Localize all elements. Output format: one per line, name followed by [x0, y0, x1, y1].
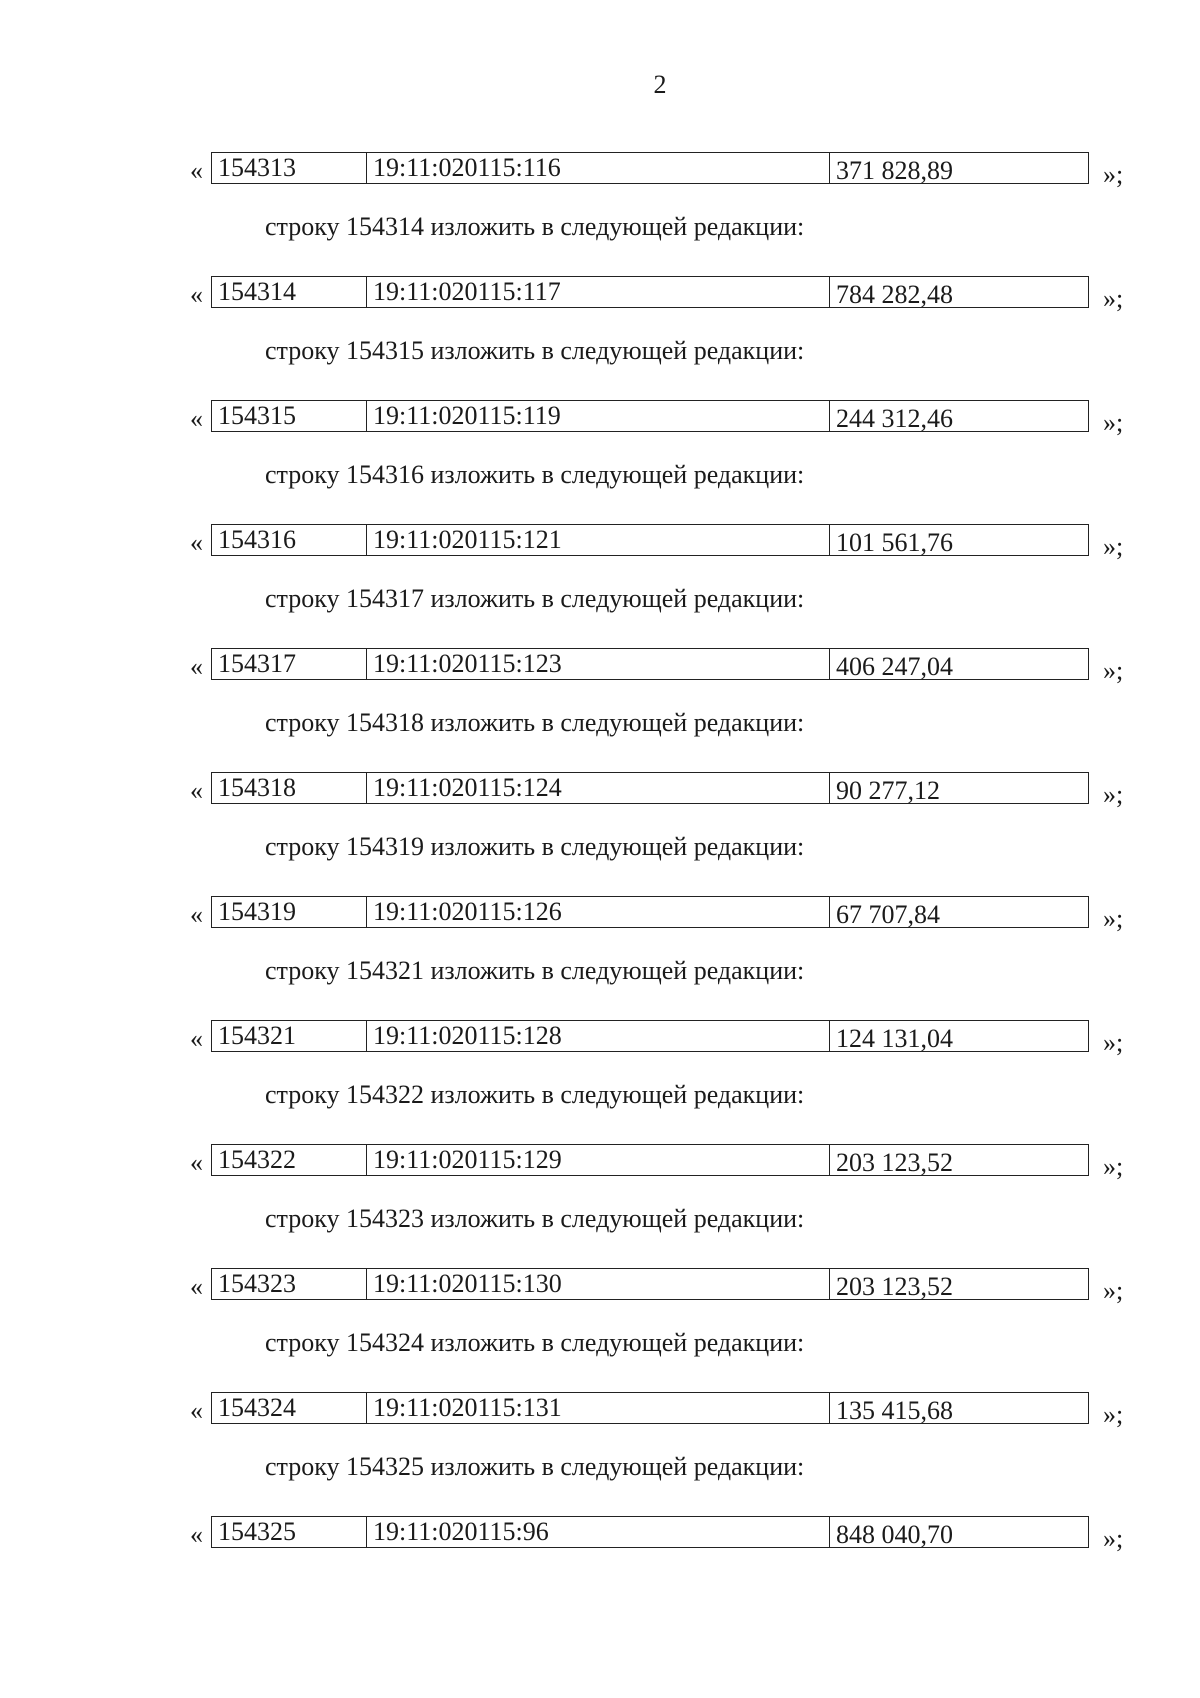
open-quote: «	[190, 900, 203, 929]
open-quote: «	[190, 156, 203, 185]
open-quote: «	[190, 1520, 203, 1549]
row-number-cell: 154319	[211, 896, 367, 928]
cadastral-value-cell: 203 123,52	[829, 1144, 1089, 1176]
entry	[0, 1144, 1200, 1268]
entry	[0, 772, 1200, 896]
row-number-cell: 154318	[211, 772, 367, 804]
cadastral-number-cell: 19:11:020115:126	[366, 896, 830, 928]
row-number-cell: 154323	[211, 1268, 367, 1300]
instruction-text: строку 154315 изложить в следующей редакции:	[265, 336, 805, 365]
open-quote: «	[190, 776, 203, 805]
close-quote: »;	[1103, 408, 1124, 437]
cadastral-number-cell: 19:11:020115:123	[366, 648, 830, 680]
open-quote: «	[190, 528, 203, 557]
open-quote: «	[190, 404, 203, 433]
close-quote: »;	[1103, 532, 1124, 561]
row-number-cell: 154317	[211, 648, 367, 680]
entry	[0, 1392, 1200, 1516]
entry	[0, 1268, 1200, 1392]
cadastral-value-cell: 244 312,46	[829, 400, 1089, 432]
open-quote: «	[190, 1148, 203, 1177]
cadastral-number-cell: 19:11:020115:116	[366, 152, 830, 184]
close-quote: »;	[1103, 904, 1124, 933]
close-quote: »;	[1103, 284, 1124, 313]
row-number-cell: 154314	[211, 276, 367, 308]
row-number-cell: 154322	[211, 1144, 367, 1176]
entries-list	[0, 152, 1200, 1640]
cadastral-number-cell: 19:11:020115:129	[366, 1144, 830, 1176]
row-number-cell: 154324	[211, 1392, 367, 1424]
instruction-text: строку 154324 изложить в следующей редакции:	[265, 1328, 805, 1357]
cadastral-value-cell: 784 282,48	[829, 276, 1089, 308]
entry	[0, 524, 1200, 648]
cadastral-number-cell: 19:11:020115:128	[366, 1020, 830, 1052]
cadastral-number-cell: 19:11:020115:119	[366, 400, 830, 432]
instruction-text: строку 154317 изложить в следующей редакции:	[265, 584, 805, 613]
instruction-text: строку 154314 изложить в следующей редакции:	[265, 212, 805, 241]
row-number-cell: 154325	[211, 1516, 367, 1548]
entry	[0, 1020, 1200, 1144]
cadastral-number-cell: 19:11:020115:124	[366, 772, 830, 804]
cadastral-value-cell: 406 247,04	[829, 648, 1089, 680]
close-quote: »;	[1103, 160, 1124, 189]
open-quote: «	[190, 1024, 203, 1053]
instruction-text: строку 154325 изложить в следующей редакции:	[265, 1452, 805, 1481]
cadastral-value-cell: 101 561,76	[829, 524, 1089, 556]
row-number-cell: 154315	[211, 400, 367, 432]
open-quote: «	[190, 1272, 203, 1301]
instruction-text: строку 154323 изложить в следующей редакции:	[265, 1204, 805, 1233]
close-quote: »;	[1103, 656, 1124, 685]
instruction-text: строку 154322 изложить в следующей редакции:	[265, 1080, 805, 1109]
cadastral-value-cell: 371 828,89	[829, 152, 1089, 184]
close-quote: »;	[1103, 780, 1124, 809]
cadastral-value-cell: 67 707,84	[829, 896, 1089, 928]
entry	[0, 152, 1200, 276]
cadastral-number-cell: 19:11:020115:130	[366, 1268, 830, 1300]
open-quote: «	[190, 280, 203, 309]
instruction-text: строку 154316 изложить в следующей редакции:	[265, 460, 805, 489]
open-quote: «	[190, 1396, 203, 1425]
entry	[0, 896, 1200, 1020]
close-quote: »;	[1103, 1276, 1124, 1305]
cadastral-number-cell: 19:11:020115:131	[366, 1392, 830, 1424]
close-quote: »;	[1103, 1524, 1124, 1553]
cadastral-number-cell: 19:11:020115:117	[366, 276, 830, 308]
instruction-text: строку 154319 изложить в следующей редакции:	[265, 832, 805, 861]
close-quote: »;	[1103, 1028, 1124, 1057]
close-quote: »;	[1103, 1400, 1124, 1429]
instruction-text: строку 154321 изложить в следующей редакции:	[265, 956, 805, 985]
open-quote: «	[190, 652, 203, 681]
row-number-cell: 154313	[211, 152, 367, 184]
close-quote: »;	[1103, 1152, 1124, 1181]
cadastral-value-cell: 124 131,04	[829, 1020, 1089, 1052]
page-number: 2	[653, 70, 667, 99]
entry	[0, 1516, 1200, 1640]
entry	[0, 648, 1200, 772]
cadastral-number-cell: 19:11:020115:96	[366, 1516, 830, 1548]
row-number-cell: 154316	[211, 524, 367, 556]
cadastral-value-cell: 203 123,52	[829, 1268, 1089, 1300]
cadastral-value-cell: 90 277,12	[829, 772, 1089, 804]
cadastral-number-cell: 19:11:020115:121	[366, 524, 830, 556]
cadastral-value-cell: 848 040,70	[829, 1516, 1089, 1548]
entry	[0, 400, 1200, 524]
instruction-text: строку 154318 изложить в следующей редакции:	[265, 708, 805, 737]
row-number-cell: 154321	[211, 1020, 367, 1052]
cadastral-value-cell: 135 415,68	[829, 1392, 1089, 1424]
entry	[0, 276, 1200, 400]
